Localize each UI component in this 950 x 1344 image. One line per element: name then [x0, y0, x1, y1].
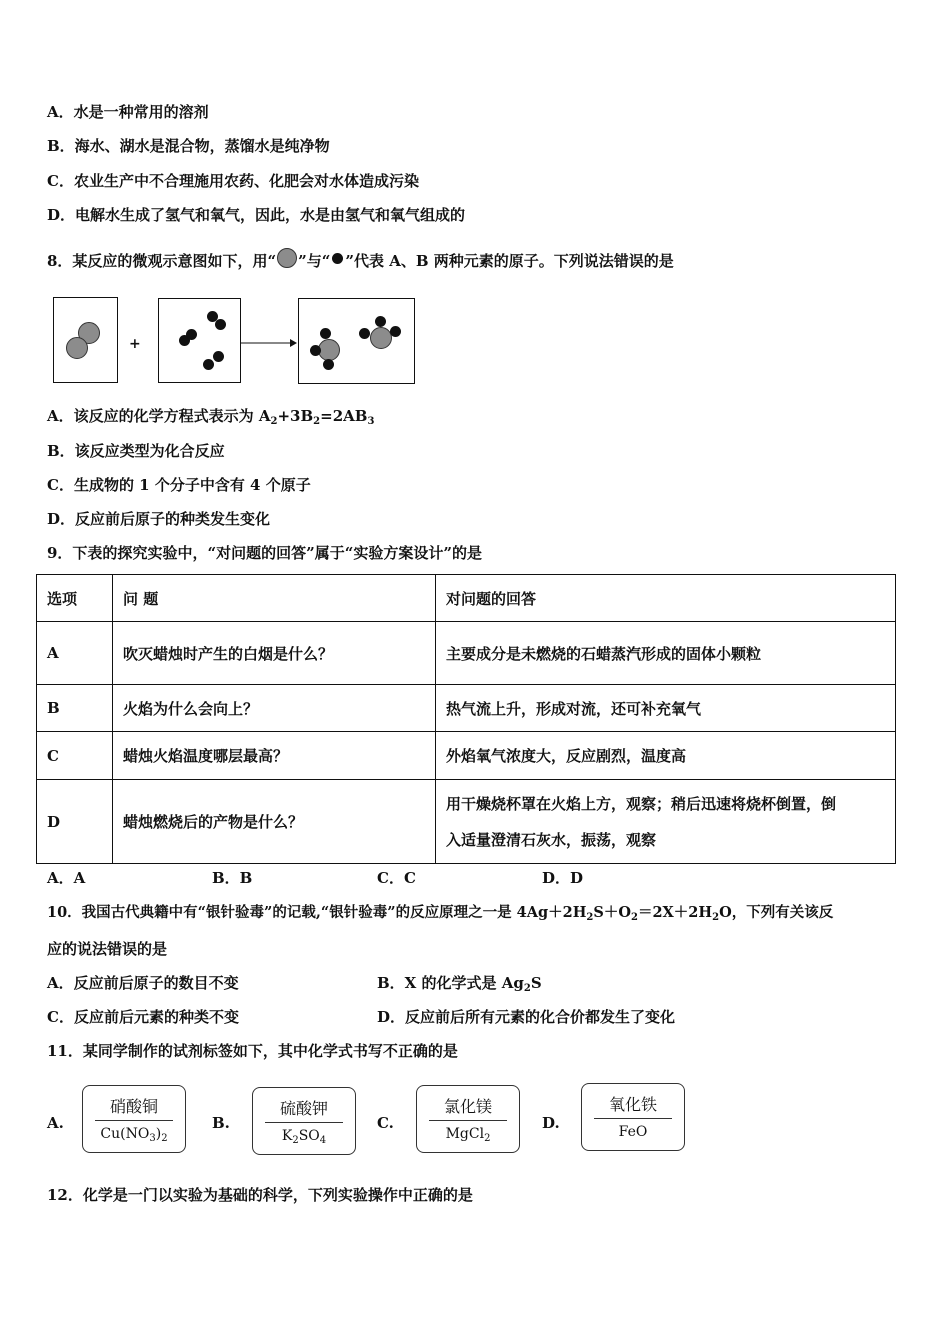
- q9-choice-b: B．B: [212, 869, 253, 887]
- reagent-label-a: [82, 1085, 186, 1153]
- reagent-name: 硝酸铜: [109, 1097, 158, 1116]
- table-cell-option: A: [37, 622, 113, 685]
- atom-b: [390, 326, 401, 337]
- product-box: [298, 298, 415, 384]
- atom-a: [66, 337, 88, 359]
- q11-stem: 11．某同学制作的试剂标签如下，其中化学式书写不正确的是: [47, 1042, 458, 1060]
- label-divider: [594, 1118, 672, 1119]
- q11-option-d-letter: D.: [542, 1114, 560, 1132]
- reagent-name: 氧化铁: [608, 1095, 657, 1114]
- table-row: [37, 622, 896, 685]
- table-cell-answer: [436, 780, 896, 864]
- q8-option-b: B．该反应类型为化合反应: [47, 442, 225, 460]
- atom-b: [310, 345, 321, 356]
- q8-stem: 8．某反应的微观示意图如下，用“ ”与“ ”代表 A、B 两种元素的原子。下列说法错误的是: [47, 251, 674, 271]
- reagent-formula: MgCl$_2$: [445, 1126, 491, 1144]
- atom-b: [203, 359, 214, 370]
- answer-line: 入适量澄清石灰水，振荡，观察: [446, 830, 657, 849]
- label-divider: [265, 1122, 343, 1123]
- atom-b: [186, 329, 197, 340]
- q9-choice-a: A．A: [47, 869, 86, 887]
- reactant-a2-box: [53, 297, 118, 383]
- atom-b: [213, 351, 224, 362]
- table-header: 选项: [37, 575, 113, 622]
- q11-option-a-letter: A.: [47, 1114, 64, 1132]
- reactant-b2-box: [158, 298, 241, 383]
- q9-choice-c: C．C: [377, 869, 416, 887]
- atom-b: [359, 328, 370, 339]
- reagent-label-d: [581, 1083, 685, 1151]
- plus-sign: +: [129, 336, 141, 352]
- q9-stem: 9．下表的探究实验中，“对问题的回答”属于“实验方案设计”的是: [47, 544, 482, 562]
- reagent-label-b: [252, 1087, 356, 1155]
- answer-line: 用干燥烧杯罩在火焰上方，观察；稍后迅速将烧杯倒置，倒: [446, 794, 837, 813]
- q7-option-a: A．水是一种常用的溶剂: [47, 103, 209, 121]
- reaction-arrow: [240, 337, 298, 349]
- label-divider: [429, 1120, 507, 1121]
- q12-stem: 12．化学是一门以实验为基础的科学，下列实验操作中正确的是: [47, 1186, 473, 1204]
- atom-a: [318, 339, 340, 361]
- table-row: [37, 685, 896, 732]
- large-atom-icon: [277, 248, 297, 268]
- table-cell-question: 吹灭蜡烛时产生的白烟是什么？: [113, 622, 436, 685]
- q10-option-c: C．反应前后元素的种类不变: [47, 1008, 239, 1026]
- atom-b: [323, 359, 334, 370]
- table-cell-option: C: [37, 732, 113, 780]
- table-row: [37, 732, 896, 780]
- atom-b: [320, 328, 331, 339]
- table-cell-option: B: [37, 685, 113, 732]
- atom-a: [370, 327, 392, 349]
- q10-stem: 10．我国古代典籍中有“银针验毒”的记载,“银针验毒”的反应原理之一是 $4Ag+2H_2S+O_2=2X+2H_2O$，下列有关该反: [47, 904, 834, 923]
- table-cell-answer: 热气流上升，形成对流，还可补充氧气: [436, 685, 896, 732]
- table-cell-answer: 主要成分是未燃烧的石蜡蒸汽形成的固体小颗粒: [436, 622, 896, 685]
- q7-option-c: C．农业生产中不合理施用农药、化肥会对水体造成污染: [47, 172, 419, 190]
- q10-option-b: B．X 的化学式是 $Ag_2S$: [377, 974, 542, 994]
- q9-choice-d: D．D: [542, 869, 584, 887]
- q10-stem-line2: 应的说法错误的是: [47, 940, 168, 958]
- q11-option-b-letter: B.: [212, 1114, 230, 1132]
- table-header: 问 题: [113, 575, 436, 622]
- label-divider: [95, 1120, 173, 1121]
- q7-option-b: B．海水、湖水是混合物，蒸馏水是纯净物: [47, 137, 330, 155]
- q8-option-a: A．该反应的化学方程式表示为 $A_2+3B_2=2AB_3$: [47, 407, 375, 427]
- reagent-name: 氯化镁: [443, 1097, 492, 1116]
- table-cell-option: D: [37, 780, 113, 864]
- small-atom-icon: [332, 253, 343, 264]
- atom-b: [375, 316, 386, 327]
- table-cell-question: 火焰为什么会向上？: [113, 685, 436, 732]
- table-cell-answer: 外焰氧气浓度大，反应剧烈，温度高: [436, 732, 896, 780]
- q11-option-c-letter: C.: [377, 1114, 394, 1132]
- reagent-formula: FeO: [618, 1124, 648, 1140]
- table-row: [37, 780, 896, 864]
- reagent-name: 硫酸钾: [279, 1099, 328, 1118]
- q8-option-c: C．生成物的 1 个分子中含有 4 个原子: [47, 476, 311, 494]
- reagent-formula: $Cu(NO_3)_2$: [100, 1126, 168, 1144]
- q10-option-a: A．反应前后原子的数目不变: [47, 974, 239, 992]
- table-header-row: [37, 575, 896, 622]
- table-header: 对问题的回答: [436, 575, 896, 622]
- q7-option-d: D．电解水生成了氢气和氧气，因此，水是由氢气和氧气组成的: [47, 206, 466, 224]
- reagent-label-c: [416, 1085, 520, 1153]
- q9-table: [36, 574, 896, 864]
- table-cell-question: 蜡烛燃烧后的产物是什么？: [113, 780, 436, 864]
- q8-option-d: D．反应前后原子的种类发生变化: [47, 510, 271, 528]
- q10-option-d: D．反应前后所有元素的化合价都发生了变化: [377, 1008, 676, 1026]
- reagent-formula: $K_2SO_4$: [281, 1128, 327, 1146]
- table-cell-question: 蜡烛火焰温度哪层最高？: [113, 732, 436, 780]
- atom-b: [215, 319, 226, 330]
